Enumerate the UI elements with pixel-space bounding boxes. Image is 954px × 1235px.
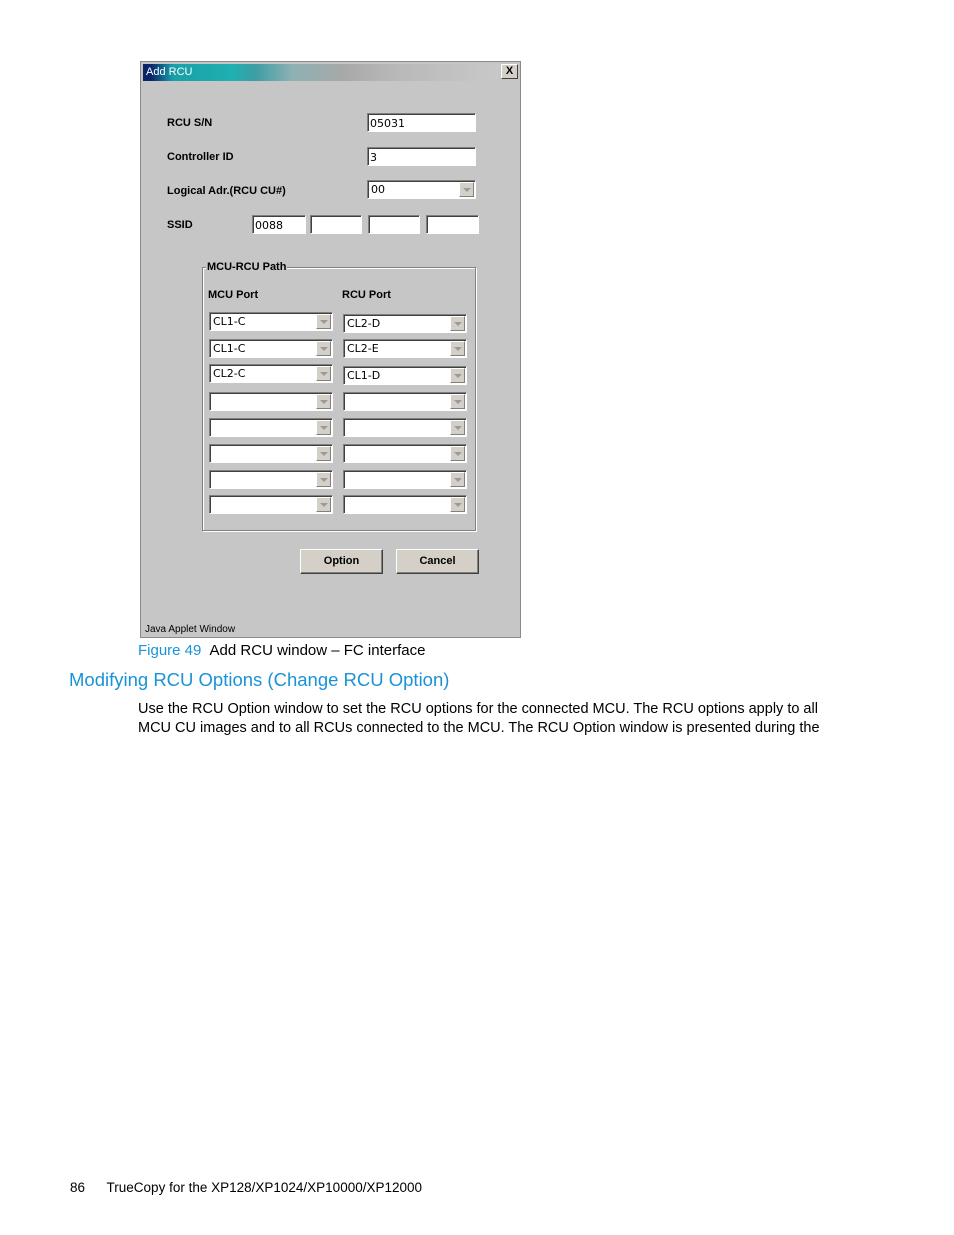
rcu-port-select[interactable]	[343, 418, 467, 437]
chevron-down-icon[interactable]	[316, 341, 331, 356]
ssid-label: SSID	[167, 219, 193, 231]
chevron-down-icon[interactable]	[450, 316, 465, 331]
chevron-down-icon[interactable]	[450, 394, 465, 409]
rcu-sn-input[interactable]	[367, 113, 476, 132]
mcu-port-select[interactable]	[209, 392, 333, 411]
rcu-port-select[interactable]	[343, 392, 467, 411]
chevron-down-icon[interactable]	[450, 420, 465, 435]
mcu-rcu-path-legend: MCU-RCU Path	[207, 261, 287, 273]
chevron-down-icon[interactable]	[450, 446, 465, 461]
controller-id-input[interactable]	[367, 147, 476, 166]
mcu-port-select[interactable]	[209, 444, 333, 463]
rcu-port-select-value: CL2-E	[347, 342, 379, 355]
rcu-port-select-value: CL2-D	[347, 317, 381, 330]
mcu-port-header: MCU Port	[208, 289, 259, 301]
rcu-port-select[interactable]	[343, 366, 467, 385]
rcu-port-select[interactable]	[343, 314, 467, 333]
figure-number: Figure 49	[138, 642, 202, 659]
cancel-button[interactable]: Cancel	[396, 549, 479, 574]
rcu-port-select[interactable]	[343, 444, 467, 463]
chevron-down-icon[interactable]	[316, 366, 331, 381]
figure-caption	[138, 642, 425, 659]
rcu-sn-label: RCU S/N	[167, 117, 213, 129]
logical-adr-select[interactable]	[367, 180, 476, 199]
mcu-port-select[interactable]	[209, 312, 333, 331]
chevron-down-icon[interactable]	[450, 472, 465, 487]
chevron-down-icon[interactable]	[316, 420, 331, 435]
mcu-port-select[interactable]	[209, 418, 333, 437]
ssid-input-2[interactable]	[310, 215, 362, 234]
paragraph-line: MCU CU images and to all RCUs connected to the MCU. The RCU Option window is presented during the	[138, 720, 820, 736]
mcu-port-select-value: CL2-C	[213, 367, 246, 380]
chevron-down-icon[interactable]	[316, 472, 331, 487]
ssid-input-1[interactable]	[252, 215, 306, 234]
rcu-port-select[interactable]	[343, 470, 467, 489]
applet-window-note: Java Applet Window	[145, 624, 236, 635]
controller-id-label: Controller ID	[167, 151, 234, 163]
chevron-down-icon[interactable]	[450, 341, 465, 356]
close-icon: X	[505, 65, 514, 77]
chevron-down-icon[interactable]	[450, 368, 465, 383]
mcu-port-select[interactable]	[209, 364, 333, 383]
rcu-port-header: RCU Port	[342, 289, 391, 301]
logical-adr-label: Logical Adr.(RCU CU#)	[167, 185, 286, 197]
chevron-down-icon[interactable]	[450, 497, 465, 512]
chevron-down-icon[interactable]	[316, 497, 331, 512]
ssid-input-4[interactable]	[426, 215, 479, 234]
rcu-port-select[interactable]	[343, 495, 467, 514]
chevron-down-icon[interactable]	[459, 182, 474, 197]
page-footer	[70, 1180, 422, 1195]
mcu-port-select[interactable]	[209, 470, 333, 489]
paragraph-line: Use the RCU Option window to set the RCU options for the connected MCU. The RCU options apply to all	[138, 701, 818, 717]
mcu-port-select-value: CL1-C	[213, 315, 246, 328]
mcu-port-select[interactable]	[209, 339, 333, 358]
close-button[interactable]	[501, 64, 518, 79]
rcu-port-select[interactable]	[343, 339, 467, 358]
body-paragraph	[138, 700, 858, 738]
page-number: 86	[70, 1180, 86, 1195]
mcu-port-select[interactable]	[209, 495, 333, 514]
section-heading: Modifying RCU Options (Change RCU Option)	[69, 669, 450, 690]
chevron-down-icon[interactable]	[316, 314, 331, 329]
option-button[interactable]: Option	[300, 549, 383, 574]
ssid-input-3[interactable]	[368, 215, 420, 234]
footer-title: TrueCopy for the XP128/XP1024/XP10000/XP12000	[106, 1180, 423, 1195]
chevron-down-icon[interactable]	[316, 394, 331, 409]
logical-adr-value: 00	[371, 183, 385, 196]
mcu-port-select-value: CL1-C	[213, 342, 246, 355]
figure-caption-text: Add RCU window – FC interface	[209, 642, 426, 659]
chevron-down-icon[interactable]	[316, 446, 331, 461]
rcu-port-select-value: CL1-D	[347, 369, 381, 382]
title-bar[interactable]	[143, 64, 498, 81]
window-title: Add RCU	[146, 66, 193, 78]
add-rcu-window	[140, 61, 521, 638]
